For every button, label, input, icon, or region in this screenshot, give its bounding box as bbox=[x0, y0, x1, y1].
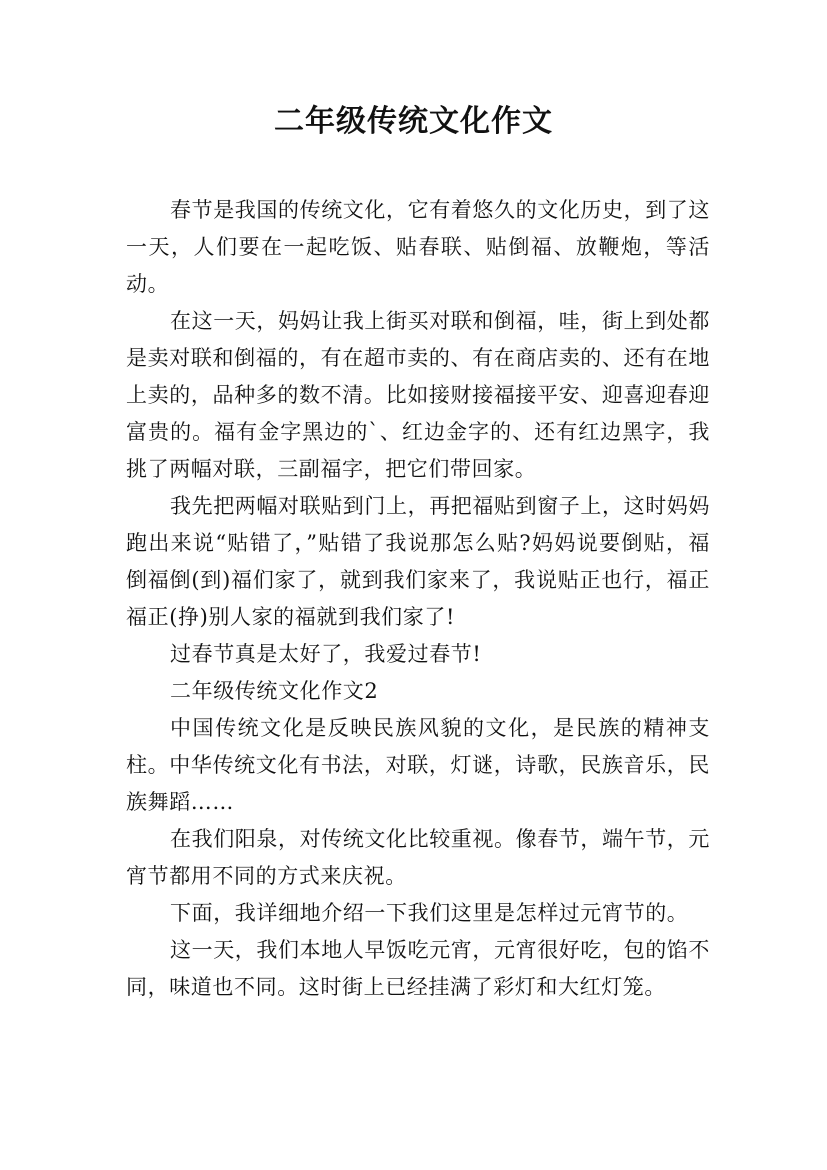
paragraph-3: 我先把两幅对联贴到门上，再把福贴到窗子上，这时妈妈跑出来说“贴错了，”贴错了我说那怎么贴?妈妈说要倒贴，福倒福倒(到)福们家了，就到我们家来了，我说贴正也行，福正福正(挣)别人家的福就到我们家了! bbox=[126, 494, 710, 629]
document-title: 二年级传统文化作文 bbox=[274, 104, 553, 139]
paragraph-1: 春节是我国的传统文化，它有着悠久的文化历史，到了这一天，人们要在一起吃饭、贴春联、贴倒福、放鞭炮，等活动。 bbox=[126, 198, 710, 296]
essay-body bbox=[126, 192, 710, 1006]
paragraph-8: 这一天，我们本地人早饭吃元宵，元宵很好吃，包的馅不同，味道也不同。这时街上已经挂满了彩灯和大红灯笼。 bbox=[126, 938, 710, 999]
paragraph-7: 下面，我详细地介绍一下我们这里是怎样过元宵节的。 bbox=[170, 901, 689, 925]
paragraph-2: 在这一天，妈妈让我上街买对联和倒福，哇，街上到处都是卖对联和倒福的，有在超市卖的、有在商店卖的、还有在地上卖的，品种多的数不清。比如接财接福接平安、迎喜迎春迎富贵的。福有金字黑边的`、红边金字的、还有红边黑字，我挑了两幅对联，三副福字，把它们带回家。 bbox=[126, 309, 710, 481]
paragraph-4: 过春节真是太好了，我爱过春节! bbox=[170, 642, 482, 666]
paragraph-5: 中国传统文化是反映民族风貌的文化，是民族的精神支柱。中华传统文化有书法，对联，灯谜，诗歌，民族音乐，民族舞蹈…… bbox=[126, 716, 710, 814]
section-heading-2: 二年级传统文化作文2 bbox=[170, 679, 379, 703]
paragraph-6: 在我们阳泉，对传统文化比较重视。像春节，端午节，元宵节都用不同的方式来庆祝。 bbox=[126, 827, 710, 888]
